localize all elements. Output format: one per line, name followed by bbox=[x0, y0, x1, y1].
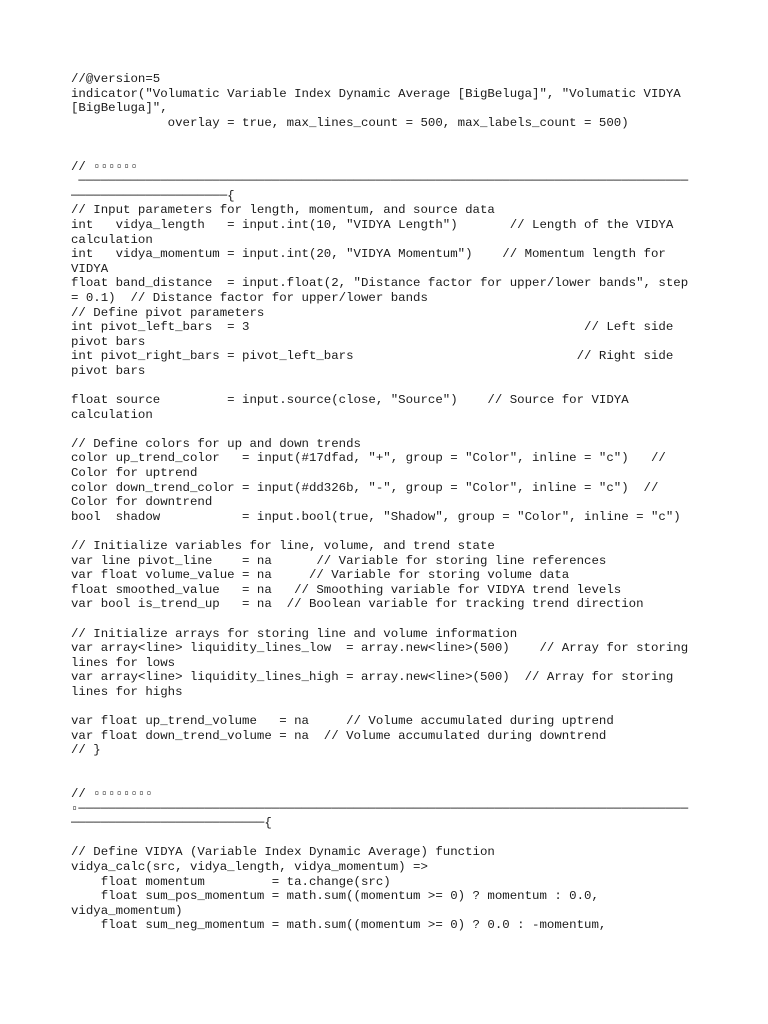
code-line: //@version=5 bbox=[71, 72, 161, 86]
code-line: float sum_pos_momentum = math.sum((momentum >= 0) ? momentum : 0.0, bbox=[71, 889, 599, 904]
code-line: // Input parameters for length, momentum, and source data bbox=[71, 203, 495, 218]
code-line: int pivot_right_bars = pivot_left_bars // Right side bbox=[71, 349, 674, 364]
code-line: Color for downtrend bbox=[71, 495, 213, 510]
code-line: calculation bbox=[71, 232, 153, 247]
code-line: float source = input.source(close, "Source") // Source for VIDYA bbox=[71, 393, 629, 408]
code-line: // Define VIDYA (Variable Index Dynamic Average) function bbox=[71, 845, 495, 860]
code-line: ──────────────────────────{ bbox=[71, 816, 272, 831]
code-line: int pivot_left_bars = 3 // Left side bbox=[71, 320, 674, 335]
code-line: var float down_trend_volume = na // Volume accumulated during downtrend bbox=[71, 728, 607, 743]
code-line: var line pivot_line = na // Variable for storing line references bbox=[71, 553, 607, 568]
blank-line bbox=[71, 700, 697, 715]
code-line: // } bbox=[71, 743, 101, 758]
code-line: var float up_trend_volume = na // Volume accumulated during uptrend bbox=[71, 714, 614, 729]
code-line: var array<line> liquidity_lines_low = array.new<line>(500) // Array for storing bbox=[71, 641, 689, 656]
code-line: // Initialize arrays for storing line and volume information bbox=[71, 626, 518, 641]
blank-line bbox=[71, 758, 697, 773]
code-line: var float volume_value = na // Variable for storing volume data bbox=[71, 568, 570, 583]
code-line: float smoothed_value = na // Smoothing variable for VIDYA trend levels bbox=[71, 582, 622, 597]
code-line: int vidya_length = input.int(10, "VIDYA Length") // Length of the VIDYA bbox=[71, 217, 674, 232]
code-line: float sum_neg_momentum = math.sum((momentum >= 0) ? 0.0 : -momentum, bbox=[71, 918, 607, 933]
blank-line bbox=[71, 612, 697, 627]
blank-line bbox=[71, 145, 697, 160]
code-line: Color for uptrend bbox=[71, 466, 198, 481]
code-line: [BigBeluga]", bbox=[71, 101, 168, 116]
code-line: // ▫▫▫▫▫▫▫▫ bbox=[71, 787, 153, 802]
code-line: pivot bars bbox=[71, 363, 146, 378]
blank-line bbox=[71, 422, 697, 437]
code-line: bool shadow = input.bool(true, "Shadow", group = "Color", inline = "c") bbox=[71, 509, 681, 524]
code-line: // Define colors for up and down trends bbox=[71, 436, 361, 451]
code-line: // Initialize variables for line, volume, and trend state bbox=[71, 539, 495, 553]
blank-line bbox=[71, 524, 697, 539]
code-line: vidya_calc(src, vidya_length, vidya_momentum) => bbox=[71, 860, 428, 875]
code-line: indicator("Volumatic Variable Index Dynamic Average [BigBeluga]", "Volumatic VIDYA bbox=[71, 86, 681, 101]
code-line: float band_distance = input.float(2, "Distance factor for upper/lower bands", step bbox=[71, 276, 689, 291]
code-line: overlay = true, max_lines_count = 500, max_labels_count = 500) bbox=[71, 115, 629, 130]
blank-line bbox=[71, 130, 697, 145]
code-line: color up_trend_color = input(#17dfad, "+", group = "Color", inline = "c") // bbox=[71, 451, 666, 466]
code-line: = 0.1) // Distance factor for upper/lower bands bbox=[71, 290, 428, 305]
code-line: // ▫▫▫▫▫▫ bbox=[71, 159, 138, 174]
blank-line bbox=[71, 831, 697, 846]
code-line: var bool is_trend_up = na // Boolean variable for tracking trend direction bbox=[71, 597, 644, 612]
code-line: int vidya_momentum = input.int(20, "VIDYA Momentum") // Momentum length for bbox=[71, 247, 666, 262]
code-line: ─────────────────────{ bbox=[71, 188, 235, 203]
code-line: ▫────────────────────────────────────────────────────────────────────────────────── bbox=[71, 801, 689, 816]
blank-line bbox=[71, 773, 697, 788]
code-line: vidya_momentum) bbox=[71, 903, 183, 918]
blank-line bbox=[71, 378, 697, 393]
code-line: // Define pivot parameters bbox=[71, 305, 265, 320]
code-line: color down_trend_color = input(#dd326b, "-", group = "Color", inline = "c") // bbox=[71, 480, 659, 495]
code-line: ────────────────────────────────────────────────────────────────────────────────── bbox=[71, 174, 689, 189]
code-line: lines for highs bbox=[71, 684, 183, 699]
code-line: VIDYA bbox=[71, 261, 109, 276]
code-block bbox=[71, 72, 697, 933]
code-line: lines for lows bbox=[71, 655, 176, 670]
code-line: var array<line> liquidity_lines_high = array.new<line>(500) // Array for storing bbox=[71, 670, 674, 685]
code-line: float momentum = ta.change(src) bbox=[71, 874, 391, 889]
code-line: calculation bbox=[71, 407, 153, 422]
code-line: pivot bars bbox=[71, 334, 146, 349]
